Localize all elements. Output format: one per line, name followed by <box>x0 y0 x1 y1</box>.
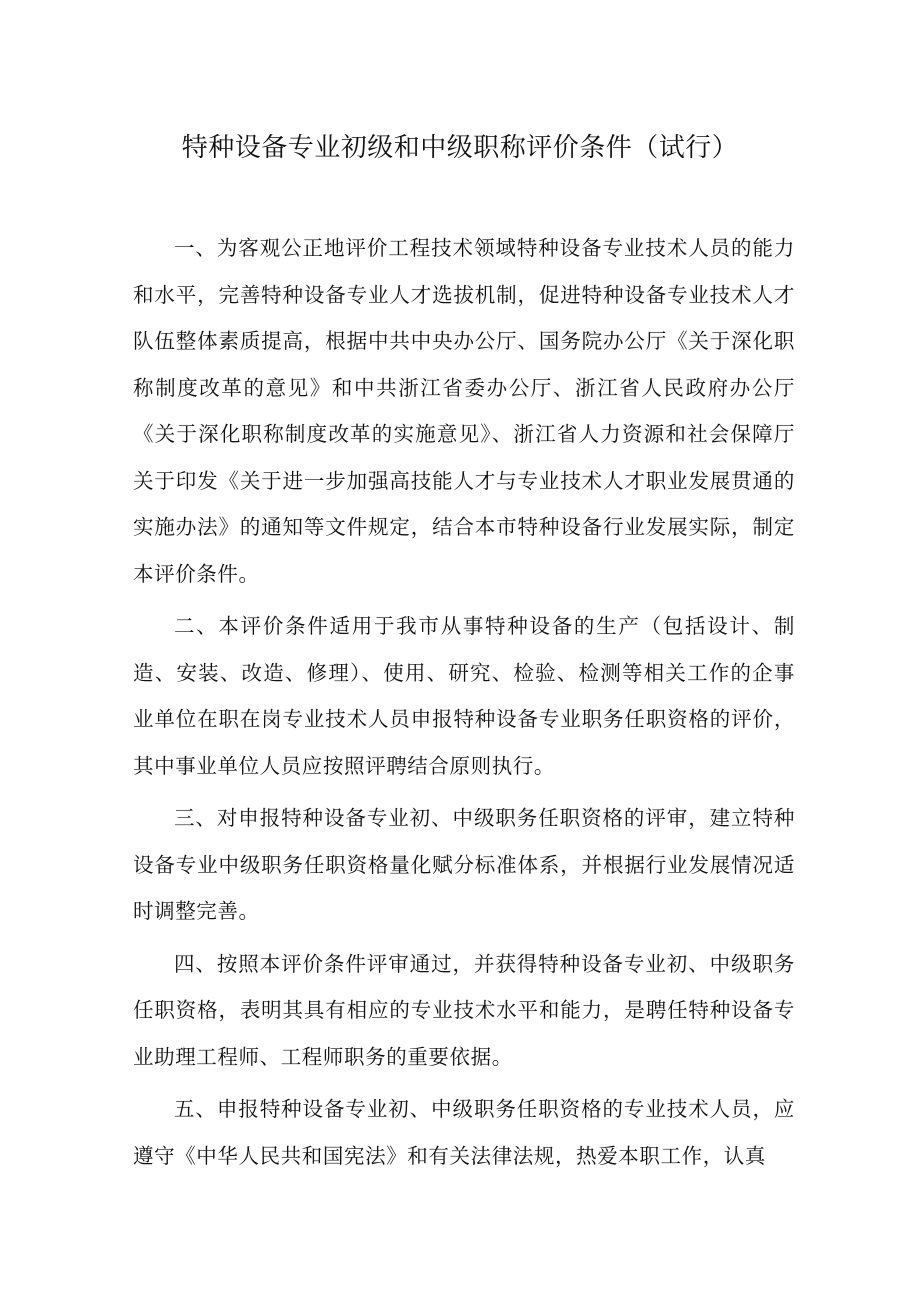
document-body <box>133 225 795 1185</box>
paragraph-2: 二、本评价条件适用于我市从事特种设备的生产（包括设计、制造、安装、改造、修理）、使用、研究、检验、检测等相关工作的企事业单位在职在岗专业技术人员申报特种设备专业职务任职资格的评价，其中事业单位人员应按照评聘结合原则执行。 <box>133 614 795 778</box>
paragraph-4: 四、按照本评价条件评审通过，并获得特种设备专业初、中级职务任职资格，表明其具有相应的专业技术水平和能力，是聘任特种设备专业助理工程师、工程师职务的重要依据。 <box>133 951 795 1069</box>
paragraph-1: 一、为客观公正地评价工程技术领域特种设备专业技术人员的能力和水平，完善特种设备专业人才选拔机制，促进特种设备专业技术人才队伍整体素质提高，根据中共中央办公厅、国务院办公厅《关于深化职称制度改革的意见》和中共浙江省委办公厅、浙江省人民政府办公厅《关于深化职称制度改革的实施意见》、浙江省人力资源和社会保障厅关于印发《关于进一步加强高技能人才与专业技术人才职业发展贯通的实施办法》的通知等文件规定，结合本市特种设备行业发展实际，制定本评价条件。 <box>133 236 795 586</box>
document-title: 特种设备专业初级和中级职称评价条件（试行） <box>181 133 739 163</box>
paragraph-5: 五、申报特种设备专业初、中级职务任职资格的专业技术人员，应遵守《中华人民共和国宪法》和有关法律法规，热爱本职工作，认真 <box>133 1097 795 1168</box>
paragraph-3: 三、对申报特种设备专业初、中级职务任职资格的评审，建立特种设备专业中级职务任职资格量化赋分标准体系，并根据行业发展情况适时调整完善。 <box>133 806 795 923</box>
